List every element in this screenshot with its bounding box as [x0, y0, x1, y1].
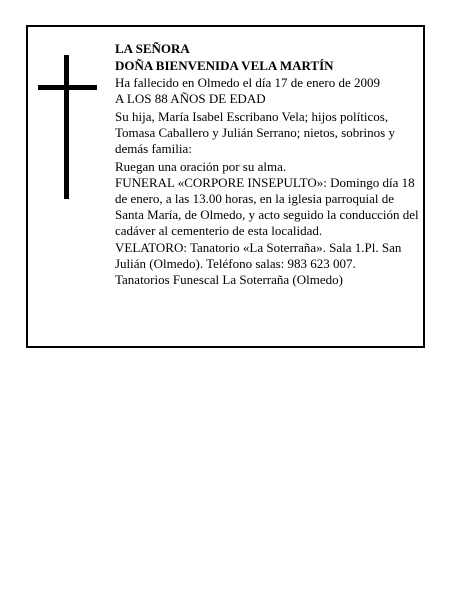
obituary-notice — [26, 25, 425, 348]
family-paragraph: Su hija, María Isabel Escribano Vela; hijos políticos, Tomasa Caballero y Julián Serrano; nietos, sobrinos y demás familia: — [115, 109, 395, 156]
age-line: A LOS 88 AÑOS DE EDAD — [115, 91, 266, 106]
funeral-paragraph: FUNERAL «CORPORE INSEPULTO»: Domingo día 18 de enero, a las 13.00 horas, en la iglesia parroquial de Santa María, de Olmedo, y acto seguido la conducción del cadáver al cementerio de esta localidad. — [115, 175, 419, 238]
cross-vertical-bar — [64, 55, 69, 199]
prayer-line: Ruegan una oración por su alma. — [115, 159, 287, 174]
funeral-home-line: Tanatorios Funescal La Soterraña (Olmedo) — [115, 272, 343, 287]
wake-paragraph: VELATORO: Tanatorio «La Soterraña». Sala 1.Pl. San Julián (Olmedo). Teléfono salas: 983 623 007. — [115, 240, 402, 271]
deceased-name: DOÑA BIENVENIDA VELA MARTÍN — [115, 58, 334, 73]
latin-cross-icon — [38, 55, 98, 199]
notice-text — [115, 41, 421, 288]
heading-title: LA SEÑORA — [115, 41, 190, 56]
death-date-line: Ha fallecido en Olmedo el día 17 de enero de 2009 — [115, 75, 380, 90]
cross-horizontal-bar — [38, 85, 97, 90]
